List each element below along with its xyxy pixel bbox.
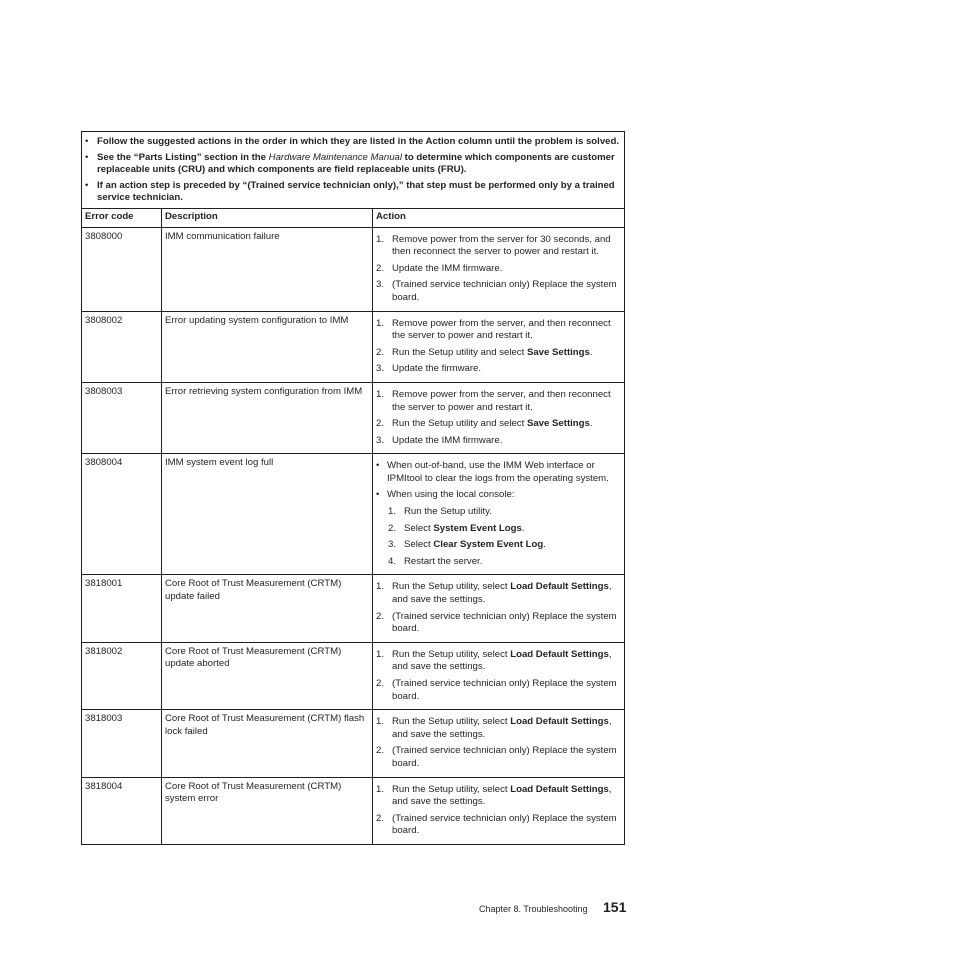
action-step: 2. (Trained service technician only) Replace the system board. [376, 812, 617, 837]
action-bullets [376, 460, 620, 502]
notes-list [85, 136, 619, 205]
action-step: 1. Run the Setup utility, select Load Default Settings, and save the settings. [376, 648, 612, 673]
action-step: 2. (Trained service technician only) Replace the system board. [376, 745, 617, 769]
table-row [82, 642, 625, 709]
description-cell: Core Root of Trust Measurement (CRTM) update failed [162, 575, 373, 642]
action-step: 2. Update the IMM firmware. [376, 262, 503, 274]
action-steps [376, 716, 620, 770]
table-row [82, 382, 625, 453]
description-cell: Core Root of Trust Measurement (CRTM) update aborted [162, 642, 373, 709]
table-row [82, 227, 625, 311]
action-step: 1. Remove power from the server for 30 seconds, and then reconnect the server to power and restart it. [376, 233, 611, 258]
error-code-cell: 3818001 [82, 575, 162, 642]
error-code-cell: 3818004 [82, 777, 162, 844]
action-cell [373, 227, 625, 311]
table-row [82, 575, 625, 642]
action-step: 1. Run the Setup utility, select Load Default Settings, and save the settings. [376, 716, 612, 740]
action-step: 3. Update the IMM firmware. [376, 434, 503, 446]
note-item: • Follow the suggested actions in the order in which they are listed in the Action column until the problem is solved. [85, 136, 619, 149]
table-header-row [82, 208, 625, 227]
action-step: 1. Remove power from the server, and then reconnect the server to power and restart it. [376, 317, 611, 342]
action-steps [376, 649, 620, 703]
action-step: 1. Remove power from the server, and then reconnect the server to power and restart it. [376, 388, 611, 413]
action-cell [373, 454, 625, 575]
action-substep: 4. Restart the server. [388, 555, 483, 567]
action-steps [376, 318, 620, 376]
action-step: 1. Run the Setup utility, select Load Default Settings, and save the settings. [376, 581, 612, 606]
description-cell: Error updating system configuration to IMM [162, 311, 373, 382]
description-cell: Core Root of Trust Measurement (CRTM) system error [162, 777, 373, 844]
action-cell [373, 575, 625, 642]
action-bullet: • When using the local console: [376, 489, 515, 501]
error-code-cell: 3808000 [82, 227, 162, 311]
page-footer [0, 898, 954, 918]
action-cell [373, 642, 625, 709]
action-steps [376, 389, 620, 447]
column-header-action: Action [373, 208, 625, 227]
page-number: 151 [603, 899, 627, 915]
action-cell [373, 710, 625, 777]
note-item: • If an action step is preceded by “(Trained service technician only),” that step must be performed only by a trained service technician. [85, 180, 619, 205]
action-bullet: • When out-of-band, use the IMM Web interface or IPMItool to clear the logs from the operating system. [376, 460, 609, 484]
action-substep: 2. Select System Event Logs. [388, 522, 525, 534]
action-steps [376, 581, 620, 635]
action-substep: 3. Select Clear System Event Log. [388, 539, 546, 551]
description-cell: IMM communication failure [162, 227, 373, 311]
action-steps [376, 784, 620, 838]
action-step: 3. Update the firmware. [376, 363, 482, 375]
action-step: 2. Run the Setup utility and select Save Settings. [376, 346, 593, 358]
notes-row [82, 132, 625, 209]
description-cell: Core Root of Trust Measurement (CRTM) flash lock failed [162, 710, 373, 777]
action-cell [373, 777, 625, 844]
error-code-cell: 3818002 [82, 642, 162, 709]
column-header-error-code: Error code [82, 208, 162, 227]
table-row [82, 777, 625, 844]
action-step: 2. (Trained service technician only) Replace the system board. [376, 610, 617, 635]
note-item: • See the “Parts Listing” section in the Hardware Maintenance Manual to determine which components are customer replaceable units (CRU) and which components are field replaceable units (FRU). [85, 152, 619, 177]
action-step: 3. (Trained service technician only) Replace the system board. [376, 279, 617, 303]
description-cell: IMM system event log full [162, 454, 373, 575]
table-row [82, 311, 625, 382]
description-cell: Error retrieving system configuration from IMM [162, 382, 373, 453]
error-code-cell: 3808004 [82, 454, 162, 575]
chapter-label: Chapter 8. Troubleshooting [479, 904, 588, 914]
action-step: 1. Run the Setup utility, select Load Default Settings, and save the settings. [376, 783, 612, 808]
notes-cell [82, 132, 625, 209]
action-cell [373, 311, 625, 382]
action-step: 2. Run the Setup utility and select Save Settings. [376, 418, 593, 430]
action-steps [376, 234, 620, 305]
error-code-cell: 3808002 [82, 311, 162, 382]
action-cell [373, 382, 625, 453]
action-substeps [376, 506, 620, 568]
action-step: 2. (Trained service technician only) Replace the system board. [376, 678, 617, 702]
table-row [82, 454, 625, 575]
action-substep: 1. Run the Setup utility. [388, 506, 492, 518]
error-code-cell: 3818003 [82, 710, 162, 777]
error-code-table [81, 131, 625, 845]
error-code-cell: 3808003 [82, 382, 162, 453]
column-header-description: Description [162, 208, 373, 227]
table-row [82, 710, 625, 777]
